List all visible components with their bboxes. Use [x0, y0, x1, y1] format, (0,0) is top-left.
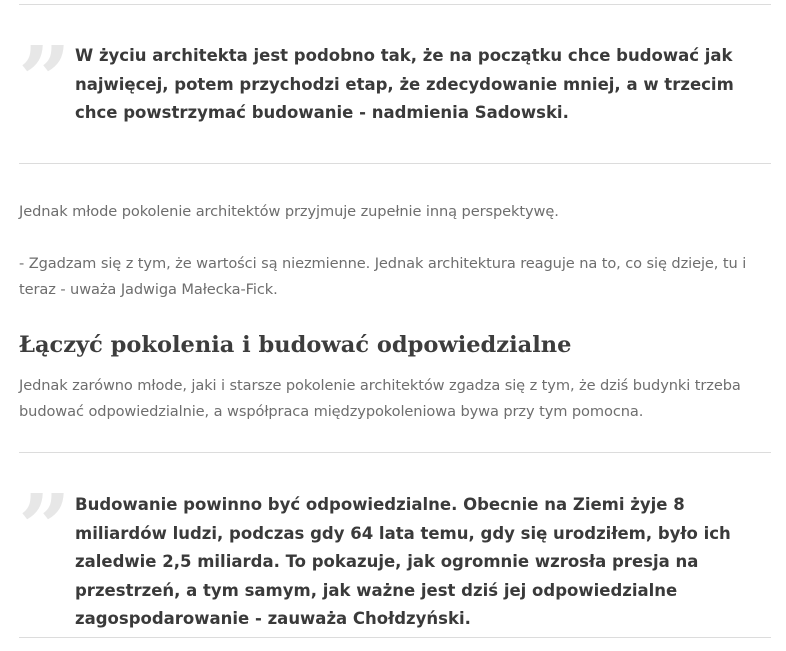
paragraph: Jednak młode pokolenie architektów przyjmuje zupełnie inną perspektywę.: [19, 203, 559, 220]
divider: [19, 452, 771, 453]
divider: [19, 4, 771, 5]
divider: [19, 163, 771, 164]
quote-mark-icon: ”: [18, 26, 71, 134]
divider: [19, 637, 771, 638]
quote-mark-icon: ”: [18, 474, 71, 582]
section-heading: Łączyć pokolenia i budować odpowiedzialne: [19, 332, 572, 358]
paragraph: Jednak zarówno młode, jaki i starsze pokolenie architektów zgadza się z tym, że dziś budynki trzeba budować odpowiedzialnie, a współpraca międzypokoleniowa bywa przy tym pomocna.: [19, 377, 741, 420]
quote-text: Budowanie powinno być odpowiedzialne. Obecnie na Ziemi żyje 8 miliardów ludzi, podczas gdy 64 lata temu, gdy się urodziłem, było ich zaledwie 2,5 miliarda. To pokazuje, jak ogromnie wzrosła presja na przestrzeń, a tym samym, jak ważne jest dziś jej odpowiedzialne zagospodarowanie - zauważa Chołdzyński.: [75, 495, 731, 628]
paragraph: - Zgadzam się z tym, że wartości są niezmienne. Jednak architektura reaguje na to, co się dzieje, tu i teraz - uważa Jadwiga Małecka-Fick.: [19, 255, 747, 298]
quote-text: W życiu architekta jest podobno tak, że na początku chce budować jak najwięcej, potem przychodzi etap, że zdecydowanie mniej, a w trzecim chce powstrzymać budowanie - nadmienia Sadowski.: [75, 46, 734, 122]
